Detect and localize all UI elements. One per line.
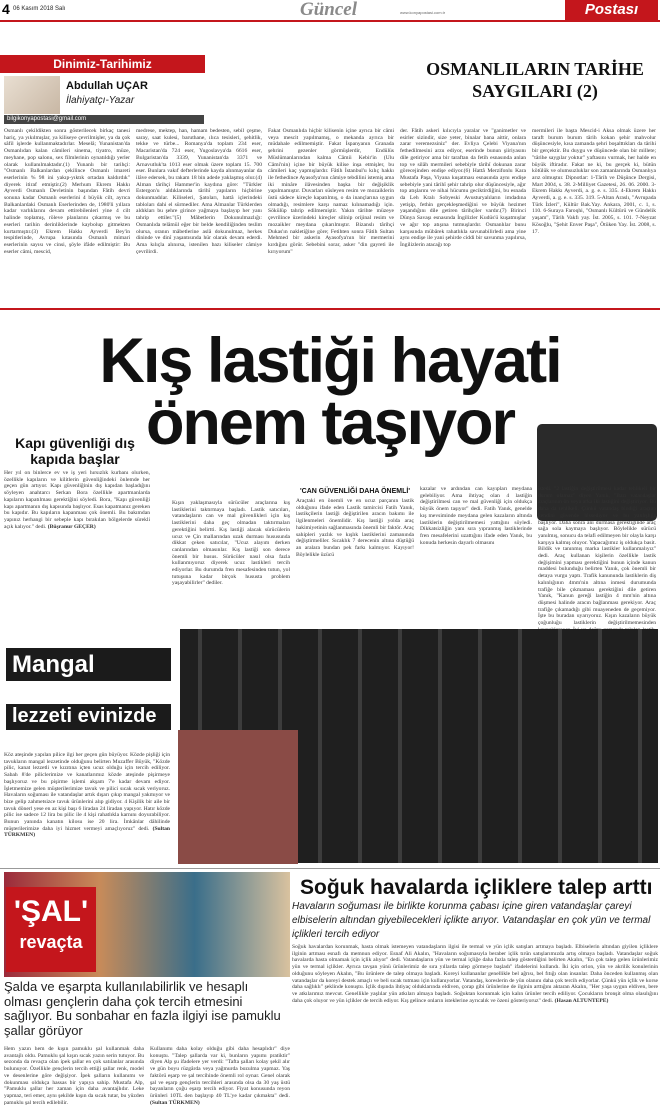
column-text-4: der. Fâtih askeri kılıcıyla yaralar ve "ganimetler ve esirler sizindir, size yeter, binalar bana aittir, onlara zarar veremezsiniz" der. Evliya Çelebi Viyana'nın fethedilmesini arzu ediyor, eserinde bunun şiiriyasını dile getiriyor ama bir taraftan da fetih esnasında anlan top ve silâh mermileri sebebiyle târihî dokunan zarar görecejinden endişe ediyor.(6) Hattâ Merzifonlu Kara Mustafa Paşa, Viyana kuşatması esnasında aynı endişe sebebiyle yani târihî şehir tahrip olur düşüncesiyle, ağır top atışlarını ve nihai hücumu geciktirdiğini, bu esnada da Leh Kralı Sobyeski Avusturyalıların imdadına yetişip, fethin gerçekleşmediğini ve büyük hezimet yaşandığını dile getiren târihçiler vardır.(7) Birinci Dünya Savaşı esnasında İngilizler Kudüs'ü kuşatmışlar ve ağır top atışına tutmuşlardır. Osmanlılar bunu karşısında mübârek rahatlıkla savunabilirledi ama yine aynı endişe ile yani şehirde ciddi bir savunma yapılırsa, İngilizlerin atacağı top [400, 128, 526, 248]
mangal-byline: (Sultan TÜRKMEN) [4, 825, 170, 839]
logo-text: Postası [584, 1, 639, 18]
column-headline: OSMANLILARIN TARİHE SAYGILARI (2) [426, 59, 644, 101]
shawl-lead: Şalda ve eşarpta kullanılabilirlik ve hesaplı olması gençlerin daha çok tercih etmesini sağlıyor. Bu sonbahar en fazla ilgiyi ise pamuklu şallar görüyor [4, 979, 281, 1038]
page-date: 06 Kasım 2018 Salı [13, 6, 66, 12]
door-security-text [4, 470, 150, 610]
column-text-5: mermileri ile başta Mescid-i Aksa olmak üzere her taraft burum burum târih kokan şehir mahvolur düşüncesiyle, kısa zamanda şehri boşalttıkları da târihi bir gerçektir. Bu duygu ve düşüncede olan bir millete; "târihe saygılar yoktur" yaftasını vurmak, her halde en büyük iftiradır. Fakat ne ki, bu gerçek ki, bütün kötülük ve olumsuzluklar son zamanlarında Osmanlıya arız olmuştur. Dipnotlar: 1-Târih ve Düşünce Dergisi, Mart 2004, s. 38. 2-Milliyet Gazetesi, 26. 06. 2000. 3-Ekrem Hakkı Ayverdi, a. g. e. s. 335. 4-Ekrem Hakkı Ayverdi, a. g. e. s. 335. 319. 5-Altan Araslı, "Avrupada Türk İzleri", Kültür Bak.Yay. Ankara, 2001, c. 1, s. 110. 6-Suraya Faroqhi, "Osmanlı Kültürü ve Gündelik yaşam", Târih Vakfı yay. İst. 2005, s. 101. 7-Neyzat Kösoğlu, "Şehit Enver Paşa", Ötüken Yay. İst. 2008, s. 17. [532, 128, 656, 235]
cold-body: Soğuk havalardan korunmak, hasta olmak istemeyen vatandaşların ilgisi ile termal ve yün içlik satışları artmaya başladı. Elbiselerin altından giyilen içliklere ilginin artması esnafı da memnun ediyor. Esnaf Ali Akalın, "Havaların soğumasıyla beraber içlik tırün satışlarımızda artış olmaya başladı. Vatandaşlar soğuk havalarda hasta olmamak için içlik alıyor" dedi. Vatandaşların yün ve termal içliğe daha fazla talep gösterdiğini belirten Akalın, "En çok talep gelen ürünlerimiz yün ve termal içlikler. Ayrıca tavşan yünü ürünlerimiz de sıra yıllarda talep görmeye başladı" ifadelerini kullandı. İki için orlon, yün ve akrilik konulerinin olduğunu söyleyen Akalın, "Bu ürünlere de talep olmaya başladı. Koreyi kullananlar genellikle bel ağrısı, bel fıtığı olan insanlar. Daha önceden kullanmış olan vatandaşlar da koreyi destek amaçlı ve beli sıcak tutması için kullanıyorlar. Vatandaş, koreslerin de yün olanını daha çok tercih ediyorlar. Çünkü yün içlik ve korse daha sağlıklı" şeklinde konuştu. İçlik dışında ihtiyaç olduklarında eldiven, çorap gibi ürünlerine de ilginin arttığını aktaran Akalın, "Her yaşa uygun eldiven, bere ve atkılarımız mevcut. Genellikle yaşlılar yün atkıları almaya başladı. Soğuktan korunmak için kalın ürünler tercih ediliyor. Çocukların bronşit olma olasılığını daha çok oluyor ve yün içlikler de tercih ediyor. Kış gelince onların isteklerine ayrıcalık ve özeni gösteriyoruz" dedi. [292, 944, 658, 1004]
door-security-body: Her yıl on binlerce ev ve iş yeri hırsızlık kurbanı olurken, özellikle kapıların ve kilitlerin güvenliğindeki önlemde her geçen gün artıyor. Kapı güvenliğinin dış kapıdan başladığını söyleyen anahtarcı Serkan Bora özellikle apartmanlarda kapıların kapatılması gerektiğini söyledi. Bora, "Kapı güvenliği kapı apartmanın dış kapısında başlıyor. Esas kapatmanız gereken bu kapıdır. Bu kapıların kapanması çok önemli. Bu bakımdan yapınız herhangi bir sebeple kapı bırakılan bölgelerde sürekli açık kalıyor." dedi. [4, 470, 150, 530]
column-header: Dinimiz-Tarihimiz [0, 55, 205, 73]
tire-text-4: istedi. "2 lastiğin değiştirilmesi kadar tehlikeli bir durum olamaz" diyen Yanık, "Bazı vatandaşlar araçlarının ön veya arka iki lastiğini değiştiriyor. Bu daha da tehlikeli. Çünkü vatandaş bindiği araçtan kendini güvende hissediyor ve bu yanlışlığa başlıyor. Daha sonra ani durmasa gerektiğinde araç sağa sola kaymaya başlıyor. Böylelikle sürücü yanılmış, sonucu da telafi edilmeyen bir olayla karşı karşıya kalmış oluyor. Yapacağımız iş oldukça basit. Bildik ve tanınmış marka lastikler kullanmalıyız" dedi. Araç kullanan kişilerin özellikle lastik değişimini yapması gerektiğini bunun içinde kanun maddesi bulunduğu belirten Yanık, çok önemli bir detaya vurgu yaptı. Trafik kanununda lastiklerin diş kalınlığının 4mm'nin altına inmesi durumunda trafiğe bile çıkmaması gerektiğini dile getiren Yanık, "Kanun gereği lastiğin 4 mm'nin altına düşmesi halinde aracın bağlanması gerekiyor. Araç trafiğe çıkamadığı gibi muayeneden de geçemiyor. İşte bu buradan uyarıyoruz. Kışın kazaların büyük çoğunluğu lastiklerin değiştirilmemesinden [538, 486, 656, 627]
author-title: İlahiyatçı-Yazar [66, 95, 135, 106]
shawl-text-2 [150, 1046, 290, 1116]
divider [0, 868, 660, 869]
shawl-text-1: Hem yazın hem de kışın pamuklu şal kullanmak daha avantajlı oldu. Pamuklu şal kışın sıcak yazın serin tutuyor. Bu sezonda da revaçta olan ipek şallar en çok satılanlar arasında bulunuyor. Özellikle gençlerin tercih ettiği şallar renk, model ve desenlerine göre değişiyor. İpek şalların kullanımı ve dokunması oldukça hassas bir yapıya sahip. Mustafa Alp, "Pamuklu şallar her zaman için daha avantajlıdır. Leke yapmaz, teri emer, aynı şekilde kışın da sıcak tutar, bu yüzden pamuklu şal tercih edilebilir. [4, 1046, 144, 1106]
author-email[interactable]: bilgikonyapostasi@gmail.com [4, 115, 204, 124]
tire-headline-line2: önem taşıyor [145, 388, 515, 458]
author-name: Abdullah UÇAR [66, 80, 148, 92]
page-number: 4 [2, 1, 10, 17]
shawl-byline: (Sultan TÜRKMEN) [150, 1099, 200, 1106]
section-title: Güncel [300, 0, 357, 20]
tire-text-1: Kışın yaklaşmasıyla sürücüler araçlarına kış lastiklerini taktırmaya başladı. Lastik satıcıları, vatandaşların can ve mal güvenlikleri için kış lastiklerini daha geç olmadan taktırmaları gerektiğini belirtti. Kış lastiği alacak sürücülerin ucuz ve Çin mallarından uzak durması hususunda dikkat çeken satıcılar, "Ucuz alayım derken canlarından olmasınlar. Kış lastiği son derece önemli bir husus. Sürücüler nasıl olsa fazla kullanmıyoruz diyerek ucuz lastikleri tercih ediyorlar. Bu durumda fren mesafesinden tutun, yol tutuşuna kadar birçok hususta problem yaşayabilirler" dediler. [172, 500, 290, 587]
cold-weather-text [292, 944, 658, 1116]
tire-text-2: Araçtaki en önemli ve en ucuz parçanın lastik olduğunu ifade eden Lastik tamircisi Fatih Yanık, lastikçilerin lastiği değiştirilen aracın bakımı ile ilgilenmeleri önemlidir. Kış lastiği yolda araç hakimiyetinin sağlanmasında önemli bir faktör. Araç sahipleri yazlık ve kışlık lastiklerini zamanında değiştirmeliler. Sıcaklık 7 derecenin altına düştüğü an aralara bundan pek farkı kalmıyor. Kayıyor! Böylelikle üzücü [296, 498, 414, 558]
tire-col-2 [296, 486, 414, 622]
tire-headline-line1: Kış lastiği hayati [99, 326, 561, 396]
shawl-body: Kullanımı daha kolay olduğu gibi daha hesaplıdır" diye konuştu. "Talep şallarda var ki, bunların yapımı pratiktir" diyen Alp şu ifadelere yer verdi: "Tafta şalları kolay şekil alır ve gün boyu rüzgârda veya yağmurda bozulma yapmaz. Yaş faktörü eşarp ve şal tercihinde önemli rol oynar. Genel olarak şal ve eşarp gençlerin tercihleri arasında olsa da 30 yaş üstü bayanların çoğu eşarp tercih ediyor. Fiyat konusunda reyon ürünleri 10TL den başlayıp 40 TL'ye kadar çıkmakta" dedi. [150, 1046, 290, 1099]
shawl-badge-1: 'ŞAL' [13, 895, 89, 928]
cold-weather-lead: Havaların soğuması ile birlikte korunma çabası içine giren vatandaşlar çareyi elbiselerin altından giyebilecekleri içlikte arıyor. Vatandaşlar en çok yün ve termal içlikleri tercih ediyor [292, 901, 651, 940]
cold-byline: (Hasan ALTUNTEPE) [554, 997, 609, 1004]
column-text-3: Fakat Osmanlıda hiçbir kilisenin içine ayrıca bir câmi veya mescit yapılmamış, o mekanda ayrıca bir müdahale edilmemiştir. Fakat İspanyanın Granada şehrini gezenler görmüşlerdir, Endülüs Müslümanlarından kalma Câmii Kebir'in (Ulu Câmi'nin) içine bir büyük kilise inşa etmişler, bu câmileri kaç yapmışlardır. Fâtih İstanbul'u kılıç hakkı ile fethedince Ayasofya'nın câmiye tebdilini istemiş ama iki minâre ilâvesinden başka bir değişiklik yapılmamıştır. Duvarları süsleyen resim ve mozaiklerin üstü sâdece kireçle kapatılmış, o da inançlarına uygun olmadığı, resimlere karşı namaz kılınamadığı için. Sökülüp tahrip edilmemiştir. Yakın târihte müzeye çevrilince üzerindeki kireçler silinip orijinal resim ve mozaikler meydana çıkarılmıştır. Bizanslı târihçi Dukas'ın nakletiğine göre; Fetihten sonra Fâtih Sultan Mehmed bir askerin Ayasofya'nın bir mermerini kırdığını görür. Sebebini sorar, asker "din gayreti ile kırıyorum" [268, 128, 394, 255]
tire-subhead-1: 'CAN GÜVENLİĞİ DAHA ÖNEMLİ' [299, 488, 410, 495]
newspaper-logo [565, 0, 658, 20]
cold-weather-title: Soğuk havalarda içliklere talep arttı [300, 876, 653, 899]
mangal-subtitle: lezzeti evinizde [6, 704, 171, 730]
tire-text-3: kazalar ve ardından can kayıpları meydana gelebiliyor. Ama ihtiyaç olan 4 lastiğin değiştirilmesi can ve mal güvenliği için oldukça büyük önem taşıyor" dedi. Fatih Yanık, genelde kış mevsiminde meydana gelen kazaların altında lastiklerin değiştirilmemesi yattığını söyledi. Dikkatsizliğin yanı sıra yıpranmış lastiklerinde fren mesafelerini uzattığını ifade eden Yanık, bu konuda herkesin dayarlı olmasını [420, 486, 532, 546]
website-url[interactable]: www.konyapostasi.com.tr [400, 10, 446, 15]
column-text-2: medrese, mektep, han, hamam bedesten, sebil çeşme, saray, saat kulesi, baruthane, ılıca tesisleri, şehitlik, tekke ve türbe... Romanya'da toplam 234 eser, Macaristan'da 724 eser, Yugoslavya'da 6616 eser, Bulgaristan'da 3339, Yunanistan'da 3371 ve Arnavutluk'ta 1013 eser olmak üzere toplam 15. 700 eser. Bunlara vakıf defterlerinde kayda alınmayanlar da ilâve edersek, bu rakam 18 bin adede yaklaşmış olur.(4) Alman târihçi Hammer'in kaydına göre: "Türkler Estergon'u aldıklarında târihî yapıların hiçbirine dokunmadılar. Kiliseleri, Şatoları, hattâ içlerindeki tabloları dahi el sürmediler. Ama Almanlar Türklerden aldıkları bu şehre girince yağmaya başlayıp her yanı tahrip ettiler."(5) Mâbetlerin Dokunulmazlığı: Osmanlıda telâmül eğer bir belde kendiliğinden teslim olursa, oranın mâbetlerine aslâ dokunulmaz, herkes dininde ve dinî yaşantısında hür olarak devam ederdi. Ama kılıçla alınırsa, istenilen bazı kiliseler câmiye çevrilirdi. [136, 128, 262, 255]
divider [0, 308, 660, 310]
tire-col-3 [420, 486, 532, 622]
door-security-title: Kapı güvenliği dış kapıda başlar [15, 435, 135, 467]
door-security-byline: (Büşranur GEÇER) [47, 523, 96, 530]
column-text-1: Osmanlı çekildikten sonra gösterilecek birkaç tanesi hariç, ya yıkılmışlar, ya kiliseye çevrilmişler, ya da çok sâfil işlerde kullanmaktadırlar. Meselâ; Yunanistan'da Osmanlıdan kalan câmileri sinema, tiyatro, müze, meyhane, pop salonu, sex filmlerinin oynatıldığı yerler olarak kullanılmaktadır.(1) Yunanlı bir tarihçi: "Osmanlı Balkanlardan çekilince Osmanlı imareti eserlerinin % 98 ini yakıp-yıktık ortadan kaldırdık" diyerek itiraf etmiştir.(2) Merhum Ekrem Hakkı Ayverdi Osmanlı Devletinin başından Fâtih devri sonuna kadar Osmanlı eserlerini 4 büyük cilt, ayrıca Balkanlardaki Osmanlı Eserlerinden de, 1980'li yıllara kadar varlıklarını devam ettirebilenleri yine 4 cilt halinde toplamış, röleve planlarını çıkarmış ve bu eserleri tarihin derinliklerinde kaybolup gitmekten kurtarmıştır.(3) Ekrem Hakkı Ayverdi Bey'in tespitlerinde, Avrupa kıtasında Osmanlı mimari eserlerinin sayısı ve cinsi, şöyle ifâde edilmiştir: Bu eserler câmi, mescid, [4, 128, 130, 255]
author-photo [4, 76, 60, 114]
mangal-body: Köz ateşinde yapılan pilice ilgi her geçen gün büyüyor. Közde pişliği için tavukların mangal lezzetinde olduğunu belirten Muzaffer Büyük, "Közde pilic, kanat lezzetli ve kızıtına içten ucuz olduğu için tercih ediliyor. Sabah 8'de piliclerimize ve kanatlarımız közde ateşinde pişirmeye başlıyoruz ve bu pişirme işlemi akşam 7'e kadar devam ediyor. İşletmemize gelen müşterilerimize tavuk ve pilici sıcak sıcak veriyoruz. Havaların soğuması ile vatandaşlar artık dışarı çıkıp mangal yakmıyor ve bize gelip zahmetsizce tavuk ürünlerini alıp gidiyor. 4 Kişilik bir aile bir tavuk dönerl yese en az kişi başı 6 liradan 24 liradan yapıyor. Hatır közde pilic ise sadece 12 lira bu pilic ile 4 kişi rahatlıkla karnını doyurabiliyor. Bunun yanında kanatın kilosu ise 20 lira. İmkânlar dâhilinde müşterilerimize daha iyi hizmet vermeyi amaçlıyoruz" dedi. [4, 752, 170, 832]
shawl-badge-2: revaçta [19, 932, 83, 952]
tire-shop-worker-photo [178, 730, 298, 864]
mangal-text [4, 752, 170, 868]
shawl-badge [6, 887, 96, 972]
mangal-title: Mangal [6, 648, 171, 681]
